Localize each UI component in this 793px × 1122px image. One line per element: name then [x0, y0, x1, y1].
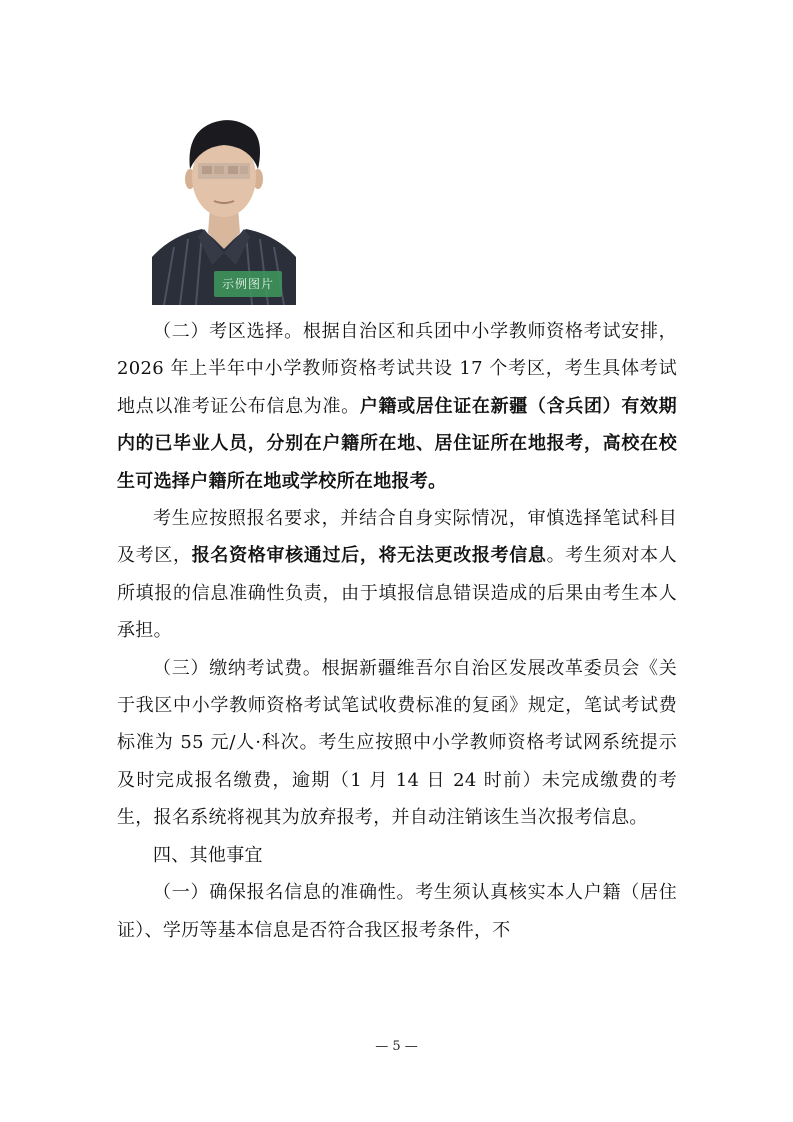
sample-id-photo — [152, 107, 296, 305]
exam-fee-text: 。根据新疆维吾尔自治区发展改革委员会《关于我区中小学教师资格考试笔试收费标准的复函》规定，笔试考试费标准为 55 元/人·科次。考生应按照中小学教师资格考试网系统提示及时完成报名缴费，逾期（1 月 14 日 24 时前）未完成缴费的考生，报名系统将视其为放弃报考，并自动注销该生当次报考信息。 — [117, 657, 677, 829]
section4-title: 四、其他事宜 — [153, 844, 263, 866]
exam-area-bold-text: 户籍或居住证在新疆（含兵团）有效期内的已毕业人员，分别在户籍所在地、居住证所在地报考，高校在校生可选择户籍所在地或学校所在地报考。 — [117, 395, 677, 492]
exam-area-text: 。根据自治区和兵团中小学教师资格考试安排，2026 年上半年中小学教师资格考试共设 17 个考区，考生具体考试地点以准考证公布信息为准。 — [117, 321, 677, 417]
sample-photo-badge: 示例图片 — [214, 271, 282, 297]
page-number: — 5 — — [375, 1039, 418, 1054]
document-body — [117, 313, 677, 949]
paragraph-info-accuracy — [117, 874, 677, 949]
heading-info-accuracy: （一）确保报名信息的准确性 — [153, 882, 397, 904]
selection-text-2: 。考生须对本人所填报的信息准确性负责，由于填报信息错误造成的后果由考生本人承担。 — [117, 545, 677, 642]
heading-exam-area: （二）考区选择 — [153, 321, 285, 342]
selection-bold-text: 报名资格审核通过后，将无法更改报考信息 — [191, 545, 547, 567]
heading-exam-fee: （三）缴纳考试费 — [153, 657, 303, 679]
selection-text-1: 考生应按照报名要求，并结合自身实际情况，审慎选择笔试科目及考区， — [117, 508, 677, 567]
paragraph-selection-notice — [117, 500, 677, 650]
section-title-other-matters — [117, 837, 677, 874]
info-accuracy-text: 。考生须认真核实本人户籍（居住证）、学历等基本信息是否符合我区报考条件，不 — [117, 882, 677, 941]
paragraph-exam-area — [117, 313, 677, 500]
paragraph-exam-fee — [117, 650, 677, 837]
